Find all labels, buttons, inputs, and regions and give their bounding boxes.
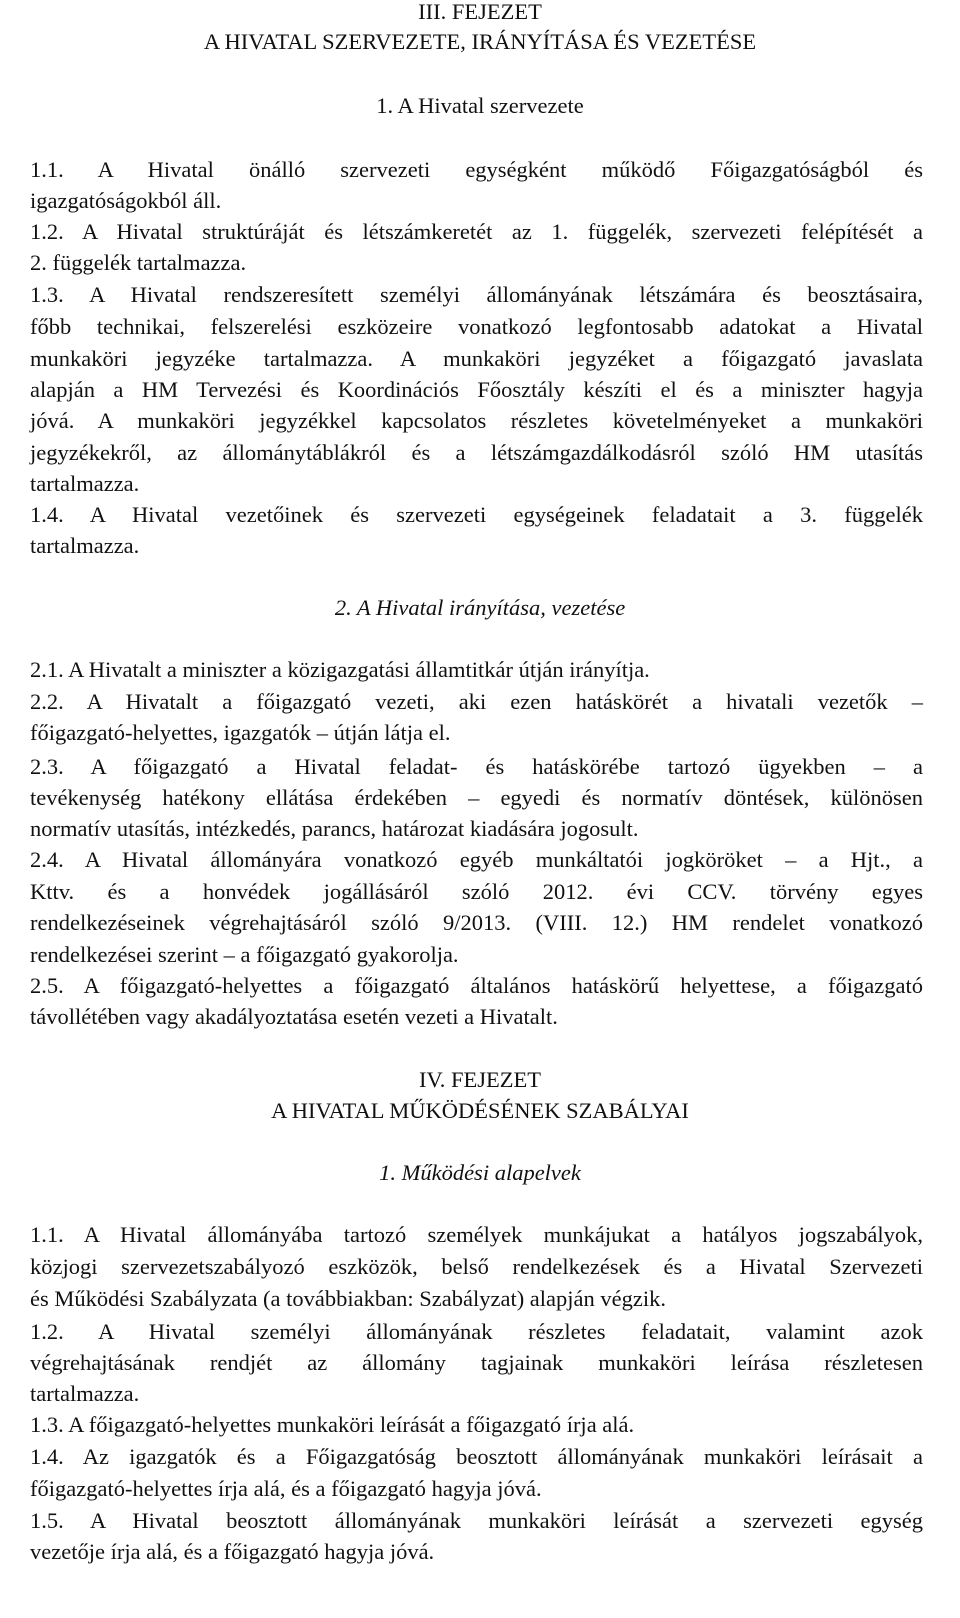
paragraph-line: 2. függelék tartalmazza. <box>30 250 247 275</box>
paragraph-line: tartalmazza. <box>30 533 140 558</box>
chapter-4-title: A HIVATAL MŰKÖDÉSÉNEK SZABÁLYAI <box>271 1098 689 1123</box>
paragraph-line: 2.4. A Hivatal állományára vonatkozó egyéb munkáltatói jogköröket – a Hjt., a <box>30 847 923 872</box>
paragraph-line: 2.3. A főigazgató a Hivatal feladat- és hatáskörébe tartozó ügyekben – a <box>30 754 923 779</box>
paragraph-line: jóvá. A munkaköri jegyzékkel kapcsolatos részletes követelményeket a munkaköri <box>30 408 923 433</box>
paragraph-line: távollétében vagy akadályoztatása esetén vezeti a Hivatalt. <box>30 1004 558 1029</box>
paragraph-line: főigazgató-helyettes, igazgatók – útján látja el. <box>30 720 451 745</box>
paragraph-line: igazgatóságokból áll. <box>30 188 222 213</box>
paragraph-line: 1.3. A Hivatal rendszeresített személyi állományának létszámára és beosztásaira, <box>30 282 923 307</box>
paragraph-line: 1.1. A Hivatal önálló szervezeti egységként működő Főigazgatóságból és <box>30 157 923 182</box>
paragraph-line: rendelkezéseinek végrehajtásáról szóló 9/2013. (VIII. 12.) HM rendelet vonatkozó <box>30 910 923 935</box>
paragraph-line: Kttv. és a honvédek jogállásáról szóló 2012. évi CCV. törvény egyes <box>30 879 923 904</box>
paragraph-line: közjogi szervezetszabályozó eszközök, belső rendelkezések és a Hivatal Szervezeti <box>30 1254 923 1279</box>
paragraph-line: 2.2. A Hivatalt a főigazgató vezeti, aki ezen hatáskörét a hivatali vezetők – <box>30 689 923 714</box>
paragraph-line: és Működési Szabályzata (a továbbiakban: Szabályzat) alapján végzik. <box>30 1286 666 1311</box>
paragraph-line: 1.2. A Hivatal személyi állományának részletes feladatait, valamint azok <box>30 1319 923 1344</box>
paragraph-line: alapján a HM Tervezési és Koordinációs Főosztály készíti el és a miniszter hagyja <box>30 377 923 402</box>
chapter-3-number: III. FEJEZET <box>418 0 542 24</box>
paragraph-line: tevékenység hatékony ellátása érdekében – egyedi és normatív döntések, különösen <box>30 785 923 810</box>
chapter-3-title: A HIVATAL SZERVEZETE, IRÁNYÍTÁSA ÉS VEZETÉSE <box>203 29 757 54</box>
chapter-4-number: IV. FEJEZET <box>418 1067 542 1092</box>
paragraph-line: normatív utasítás, intézkedés, parancs, határozat kiadására jogosult. <box>30 816 639 841</box>
section-3-1-heading: 1. A Hivatal szervezete <box>376 93 584 118</box>
paragraph-line: 1.4. Az igazgatók és a Főigazgatóság beosztott állományának munkaköri leírásait a <box>30 1444 923 1469</box>
paragraph-line: végrehajtásának rendjét az állomány tagjainak munkaköri leírása részletesen <box>30 1350 923 1375</box>
section-4-1-heading: 1. Működési alapelvek <box>379 1160 581 1185</box>
paragraph-line: vezetője írja alá, és a főigazgató hagyja jóvá. <box>30 1539 435 1564</box>
paragraph-line: rendelkezései szerint – a főigazgató gyakorolja. <box>30 942 459 967</box>
paragraph-line: főigazgató-helyettes írja alá, és a főigazgató hagyja jóvá. <box>30 1476 542 1501</box>
paragraph-line: 2.1. A Hivatalt a miniszter a közigazgatási államtitkár útján irányítja. <box>30 657 650 682</box>
paragraph-line: tartalmazza. <box>30 1381 140 1406</box>
section-3-2-heading: 2. A Hivatal irányítása, vezetése <box>334 595 626 620</box>
paragraph-line: 1.3. A főigazgató-helyettes munkaköri leírását a főigazgató írja alá. <box>30 1412 635 1437</box>
paragraph-line: 2.5. A főigazgató-helyettes a főigazgató általános hatáskörű helyettese, a főigazgató <box>30 973 923 998</box>
paragraph-line: 1.5. A Hivatal beosztott állományának munkaköri leírását a szervezeti egység <box>30 1508 923 1533</box>
paragraph-line: munkaköri jegyzéke tartalmazza. A munkaköri jegyzéket a főigazgató javaslata <box>30 346 923 371</box>
paragraph-line: jegyzékekről, az állománytáblákról és a létszámgazdálkodásról szóló HM utasítás <box>30 440 923 465</box>
paragraph-line: főbb technikai, felszerelési eszközeire vonatkozó legfontosabb adatokat a Hivatal <box>30 314 923 339</box>
paragraph-line: 1.1. A Hivatal állományába tartozó személyek munkájukat a hatályos jogszabályok, <box>30 1222 923 1247</box>
paragraph-line: tartalmazza. <box>30 471 140 496</box>
paragraph-line: 1.4. A Hivatal vezetőinek és szervezeti egységeinek feladatait a 3. függelék <box>30 502 923 527</box>
paragraph-line: 1.2. A Hivatal struktúráját és létszámkeretét az 1. függelék, szervezeti felépítését a <box>30 219 923 244</box>
